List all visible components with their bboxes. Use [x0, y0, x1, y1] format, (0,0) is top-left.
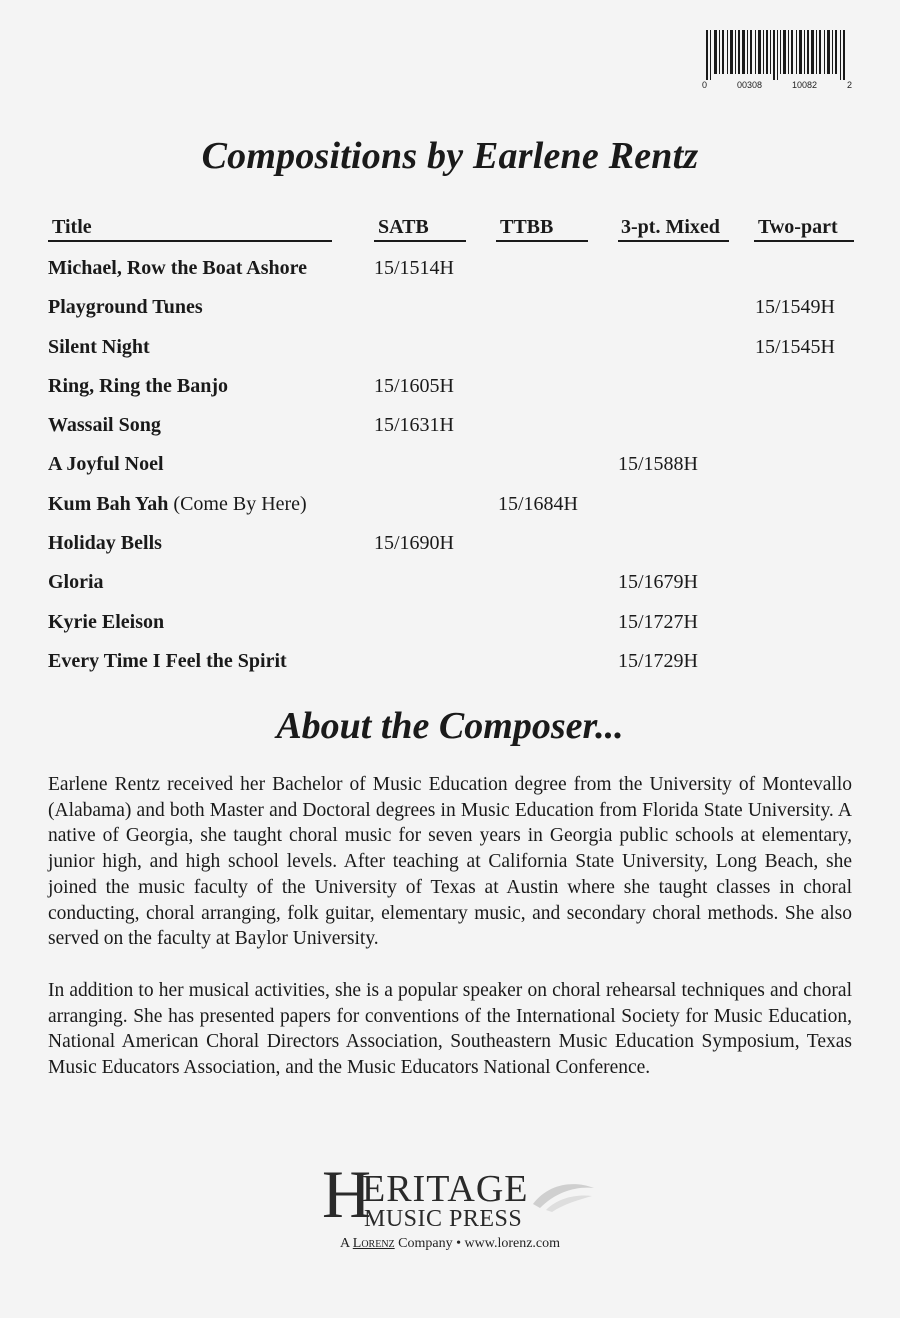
table-row [48, 608, 868, 647]
logo-line1: ERITAGE [362, 1168, 529, 1210]
about-paragraph-1: Earlene Rentz received her Bachelor of Music Education degree from the University of Montevallo (Alabama) and both Master and Doctoral degrees in Music Education from Florida State University. A native of Georgia, she taught choral music for seven years in Georgia public schools at elementary, junior high, and high school levels. After teaching at California State University, Long Beach, she joined the music faculty of the University of Texas at Austin where she taught classes in choral conducting, choral arranging, folk guitar, elementary music, and secondary choral methods. She also served on the faculty at Baylor University. [48, 774, 852, 950]
barcode-digit-group: 10082 [791, 80, 818, 90]
row-title-text: Wassail Song [48, 414, 161, 437]
cell-ttbb: 15/1684H [498, 492, 578, 515]
row-title-text: Kum Bah Yah [48, 492, 169, 515]
barcode-digit-group: 00308 [736, 80, 763, 90]
header-two-part: Two-part [754, 214, 854, 242]
table-row [48, 529, 868, 568]
row-title-text: Holiday Bells [48, 532, 162, 555]
row-title-text: Playground Tunes [48, 296, 203, 319]
swoosh-icon [528, 1174, 598, 1214]
table-row [48, 293, 868, 332]
tagline-separator: • [456, 1236, 462, 1251]
cell-two-part: 15/1545H [755, 335, 835, 358]
cell-satb: 15/1690H [374, 532, 454, 555]
row-title [48, 413, 161, 437]
row-title [48, 335, 150, 359]
about-paragraph-2: In addition to her musical activities, she is a popular speaker on choral rehearsal techniques and choral arranging. She has presented papers for conventions of the International Society for Music Education, National American Choral Directors Association, Southeastern Music Education Symposium, Texas Music Educators Association, and the Music Educators National Conference. [48, 980, 852, 1079]
logo-line2: MUSIC PRESS [364, 1206, 523, 1232]
cell-3pt-mixed: 15/1588H [618, 453, 698, 476]
cell-3pt-mixed: 15/1729H [618, 649, 698, 672]
page-title: Compositions by Earlene Rentz [201, 135, 699, 177]
cell-two-part: 15/1549H [755, 296, 835, 319]
tagline-suffix: Company [398, 1236, 453, 1251]
header-title: Title [48, 214, 332, 242]
table-row [48, 450, 868, 489]
table-row [48, 411, 868, 450]
row-title-text: Every Time I Feel the Spirit [48, 649, 287, 672]
cell-satb: 15/1631H [374, 414, 454, 437]
compositions-table [48, 214, 868, 686]
row-title [48, 256, 307, 280]
row-title [48, 570, 104, 594]
row-title-text: Michael, Row the Boat Ashore [48, 257, 308, 279]
barcode-digit-group: 2 [846, 80, 852, 90]
website-link[interactable]: www.lorenz.com [464, 1236, 561, 1251]
row-title-text: A Joyful Noel [48, 453, 164, 476]
about-heading: About the Composer... [276, 705, 624, 747]
cell-3pt-mixed: 15/1679H [618, 571, 698, 594]
barcode-bars [706, 30, 848, 80]
row-title [48, 610, 164, 634]
barcode-digit-group: 0 [702, 80, 708, 90]
row-title-text: Kyrie Eleison [48, 610, 165, 633]
row-subtitle: (Come By Here) [173, 492, 307, 515]
cell-satb: 15/1514H [374, 257, 454, 279]
row-title [48, 295, 203, 319]
tagline-company: Lorenz [352, 1236, 395, 1251]
row-title [48, 649, 287, 673]
row-title [48, 374, 228, 398]
header-3pt-mixed: 3-pt. Mixed [618, 214, 729, 242]
table-row [48, 490, 868, 529]
cell-satb: 15/1605H [374, 374, 454, 397]
cell-3pt-mixed: 15/1727H [618, 610, 698, 633]
table-body [48, 254, 868, 686]
logo-tagline [0, 1236, 900, 1252]
table-row [48, 254, 868, 293]
logo-initial: H [322, 1156, 372, 1232]
row-title-text: Gloria [48, 571, 104, 594]
barcode [702, 30, 852, 100]
table-row [48, 568, 868, 607]
header-satb: SATB [374, 214, 466, 242]
row-title [48, 531, 162, 555]
row-title [48, 492, 307, 516]
row-title-text: Ring, Ring the Banjo [48, 374, 229, 397]
header-ttbb: TTBB [496, 214, 588, 242]
row-title [48, 452, 164, 476]
table-row [48, 372, 868, 411]
row-title-text: Silent Night [48, 335, 150, 358]
tagline-prefix: A [339, 1236, 350, 1251]
table-row [48, 333, 868, 372]
barcode-digits [702, 80, 852, 96]
table-row [48, 647, 868, 686]
table-header [48, 214, 868, 254]
